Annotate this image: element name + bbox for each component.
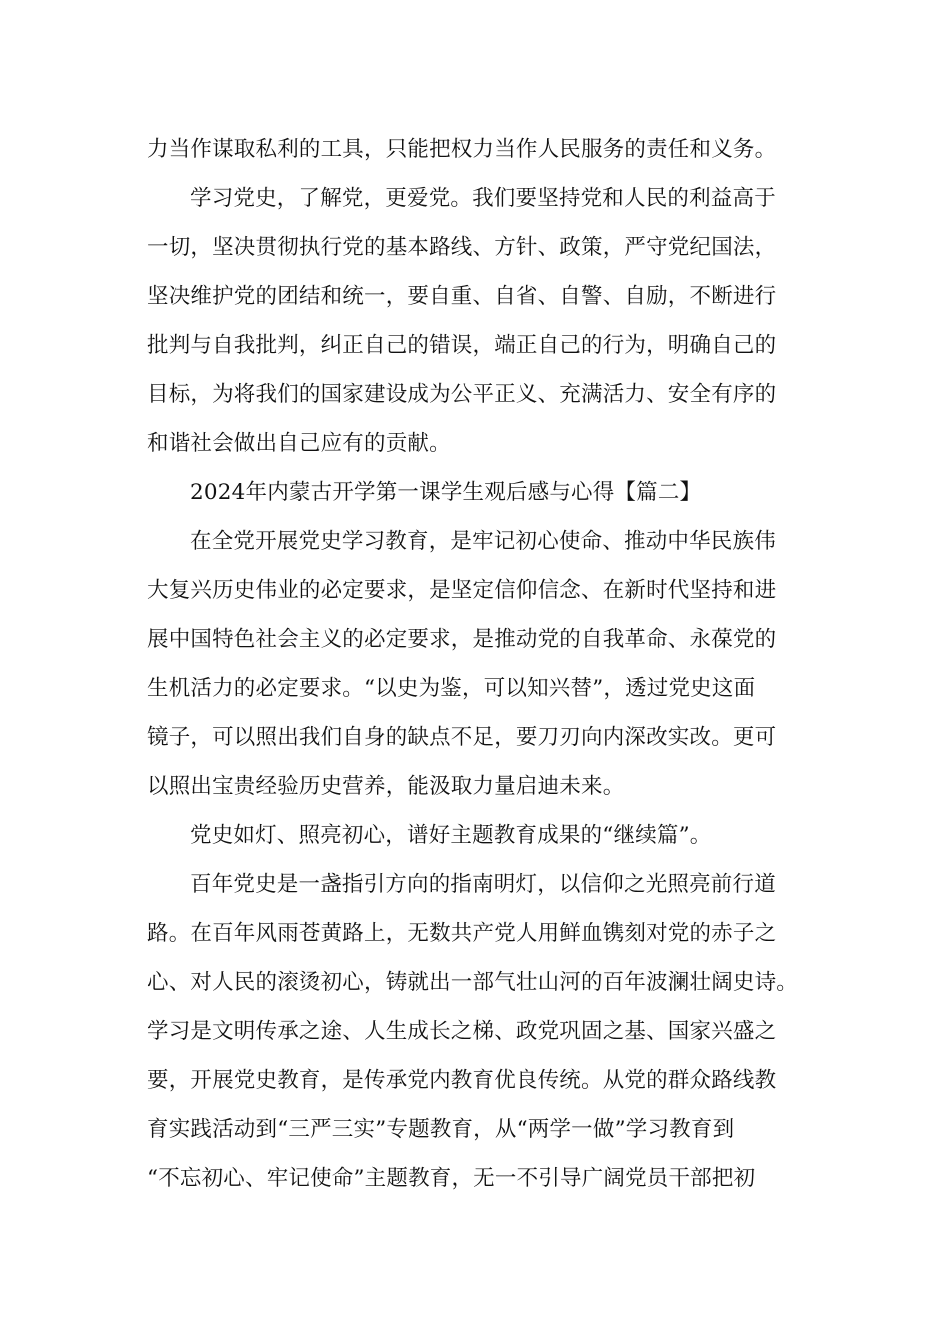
text-line: 心、对人民的滚烫初心，铸就出一部气壮山河的百年波澜壮阔史诗。 (147, 970, 799, 995)
text-line: 路。在百年风雨苍黄路上，无数共产党人用鲜血镌刻对党的赤子之 (147, 921, 777, 946)
text-line: 育实践活动到“三严三实”专题教育，从“两学一做”学习教育到 (147, 1117, 735, 1142)
paragraph-start-line: 百年党史是一盏指引方向的指南明灯，以信仰之光照亮前行道 (190, 872, 776, 897)
text-line: 大复兴历史伟业的必定要求，是坚定信仰信念、在新时代坚持和进 (147, 578, 777, 603)
text-line: 学习是文明传承之途、人生成长之梯、政党巩固之基、国家兴盛之 (147, 1019, 777, 1044)
text-line: 展中国特色社会主义的必定要求，是推动党的自我革命、永葆党的 (147, 627, 777, 652)
text-line: 和谐社会做出自己应有的贡献。 (147, 431, 451, 456)
paragraph-start-line: 学习党史，了解党，更爱党。我们要坚持党和人民的利益高于 (190, 186, 776, 211)
section-heading: 2024年内蒙古开学第一课学生观后感与心得【篇二】 (190, 480, 702, 505)
text-line: 批判与自我批判，纠正自己的错误，端正自己的行为，明确自己的 (147, 333, 777, 358)
text-line: “不忘初心、牢记使命”主题教育，无一不引导广阔党员干部把初 (147, 1166, 756, 1191)
text-line: 坚决维护党的团结和统一，要自重、自省、自警、自励，不断进行 (147, 284, 777, 309)
text-line: 一切，坚决贯彻执行党的基本路线、方针、政策，严守党纪国法， (147, 235, 777, 260)
text-line: 生机活力的必定要求。“以史为鉴，可以知兴替”，透过党史这面 (147, 676, 756, 701)
text-line: 以照出宝贵经验历史营养，能汲取力量启迪未来。 (147, 774, 625, 799)
text-line: 要，开展党史教育，是传承党内教育优良传统。从党的群众路线教 (147, 1068, 777, 1093)
text-line: 镜子，可以照出我们自身的缺点不足，要刀刃向内深改实改。更可 (147, 725, 777, 750)
paragraph-start-line: 在全党开展党史学习教育，是牢记初心使命、推动中华民族伟 (190, 529, 776, 554)
text-line: 力当作谋取私利的工具，只能把权力当作人民服务的责任和义务。 (147, 137, 777, 162)
text-line: 目标，为将我们的国家建设成为公平正义、充满活力、安全有序的 (147, 382, 777, 407)
paragraph-start-line: 党史如灯、照亮初心，谱好主题教育成果的“继续篇”。 (190, 823, 712, 848)
